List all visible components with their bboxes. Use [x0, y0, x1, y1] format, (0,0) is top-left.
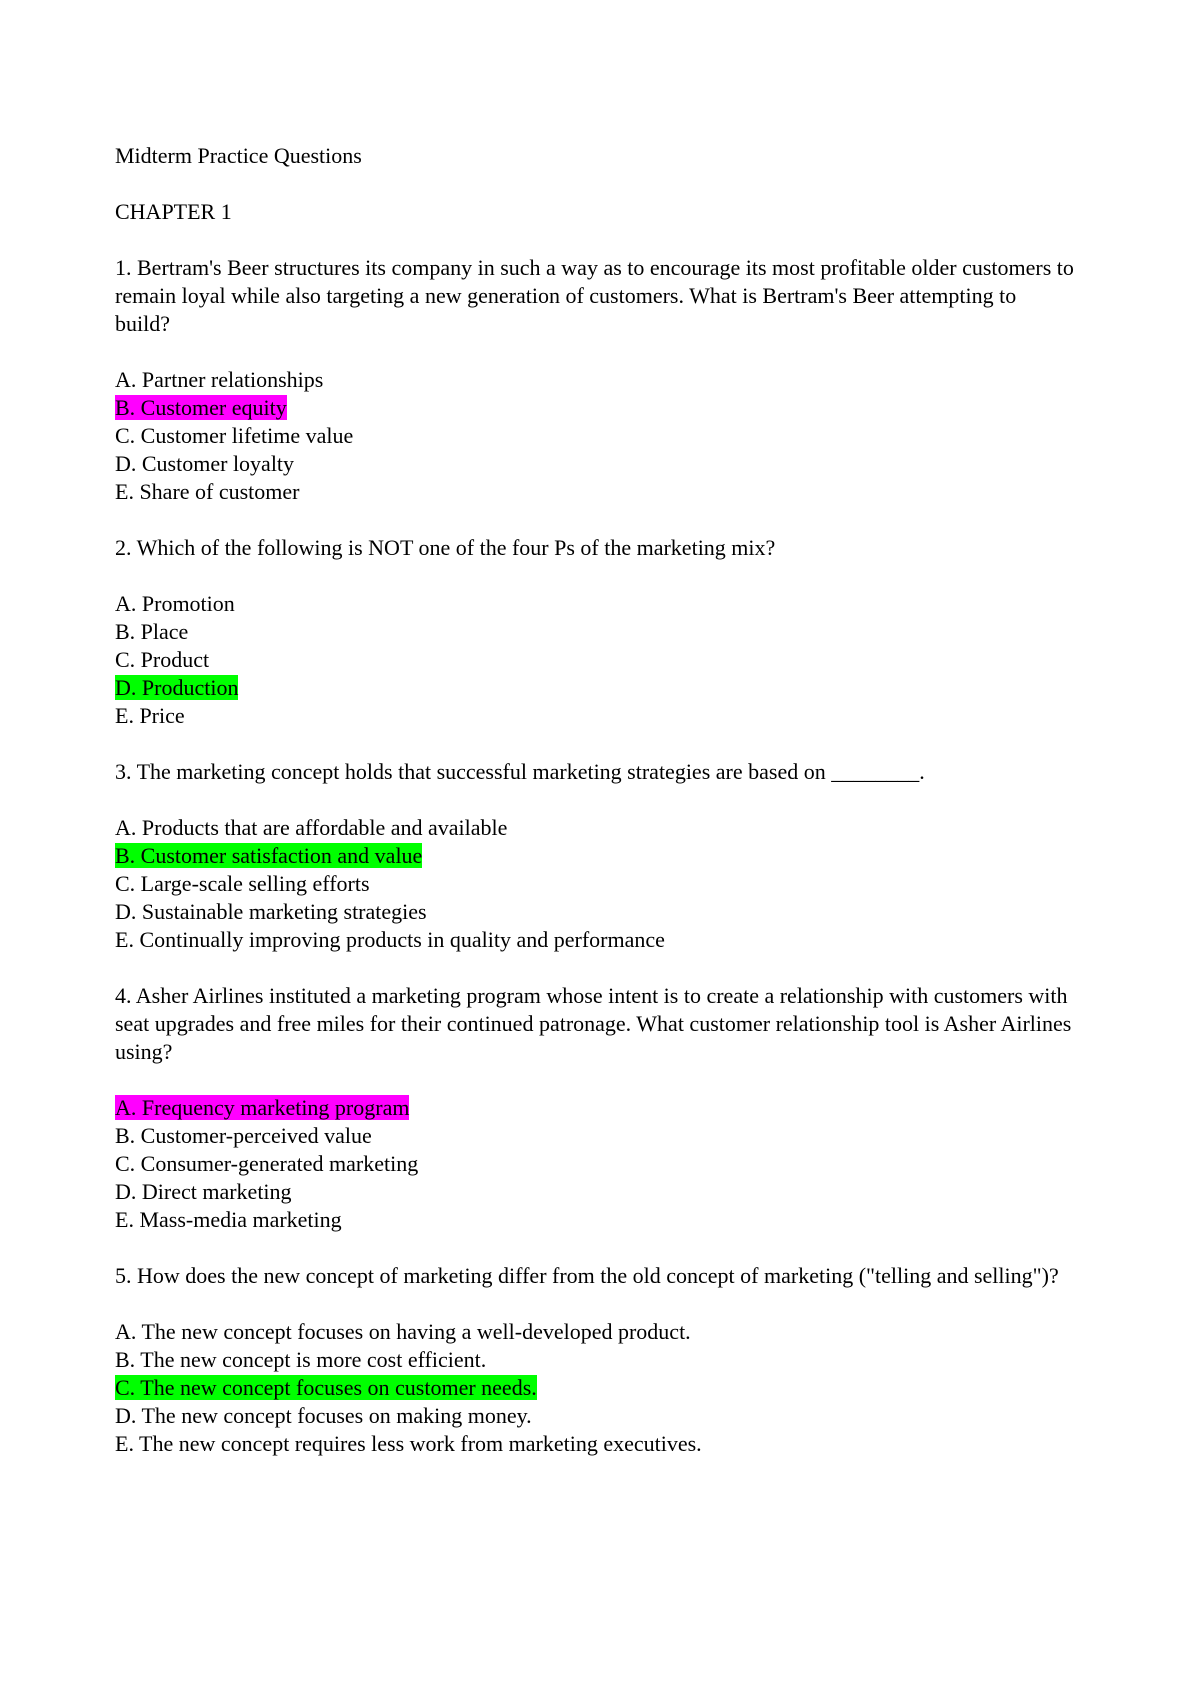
answer-option-text: E. The new concept requires less work from marketing executives.	[115, 1431, 702, 1456]
question-text: 4. Asher Airlines instituted a marketing program whose intent is to create a relationship with customers with seat upgrades and free miles for their continued patronage. What customer relationship tool is Asher Airlines using?	[115, 983, 1072, 1064]
answer-option	[115, 422, 1075, 450]
question-text: 5. How does the new concept of marketing differ from the old concept of marketing ("telling and selling")?	[115, 1263, 1059, 1288]
answer-option-text: A. Promotion	[115, 591, 235, 616]
question-block	[115, 982, 1075, 1234]
answer-option-text: B. Place	[115, 619, 189, 644]
answer-option	[115, 394, 1075, 422]
spacer	[115, 1234, 1075, 1262]
answer-option-text: D. Sustainable marketing strategies	[115, 899, 427, 924]
answer-option-text: D. Direct marketing	[115, 1179, 292, 1204]
answer-option-text: D. Customer loyalty	[115, 451, 295, 476]
answer-option-text: E. Mass-media marketing	[115, 1207, 342, 1232]
answer-option-text: A. The new concept focuses on having a well-developed product.	[115, 1319, 691, 1344]
document-title: Midterm Practice Questions	[115, 143, 362, 168]
answer-option	[115, 590, 1075, 618]
answer-option-text: A. Partner relationships	[115, 367, 324, 392]
answer-option	[115, 366, 1075, 394]
answer-option	[115, 1122, 1075, 1150]
spacer	[115, 506, 1075, 534]
spacer	[115, 786, 1075, 814]
answer-option-text-highlighted: D. Production	[115, 675, 239, 700]
answer-option	[115, 926, 1075, 954]
answer-option	[115, 478, 1075, 506]
answer-option	[115, 702, 1075, 730]
spacer	[115, 1066, 1075, 1094]
answer-option	[115, 1346, 1075, 1374]
question-block	[115, 254, 1075, 506]
question-text: 1. Bertram's Beer structures its company in such a way as to encourage its most profitable older customers to remain loyal while also targeting a new generation of customers. What is Bertram's Beer attempting to build?	[115, 255, 1074, 336]
answer-option	[115, 1178, 1075, 1206]
answer-option-text-highlighted: B. Customer equity	[115, 395, 287, 420]
answer-option-text: E. Price	[115, 703, 185, 728]
answer-option-text: C. Consumer-generated marketing	[115, 1151, 419, 1176]
answer-option	[115, 842, 1075, 870]
answer-option-text: B. Customer-perceived value	[115, 1123, 372, 1148]
question-block	[115, 534, 1075, 730]
answer-option-text: B. The new concept is more cost efficient.	[115, 1347, 487, 1372]
answer-option	[115, 1094, 1075, 1122]
question-block	[115, 758, 1075, 954]
spacer	[115, 730, 1075, 758]
answer-option	[115, 1374, 1075, 1402]
spacer	[115, 954, 1075, 982]
answer-option-text: A. Products that are affordable and available	[115, 815, 508, 840]
spacer	[115, 226, 1075, 254]
answer-option	[115, 898, 1075, 926]
answer-option-text-highlighted: C. The new concept focuses on customer needs.	[115, 1375, 537, 1400]
question-block	[115, 1262, 1075, 1458]
answer-option-text: C. Customer lifetime value	[115, 423, 354, 448]
spacer	[115, 170, 1075, 198]
answer-option	[115, 814, 1075, 842]
answer-option-text: E. Share of customer	[115, 479, 300, 504]
chapter-heading: CHAPTER 1	[115, 199, 232, 224]
answer-option-text-highlighted: B. Customer satisfaction and value	[115, 843, 423, 868]
answer-option	[115, 1150, 1075, 1178]
question-text: 2. Which of the following is NOT one of the four Ps of the marketing mix?	[115, 535, 776, 560]
question-text: 3. The marketing concept holds that successful marketing strategies are based on ________.	[115, 759, 925, 784]
spacer	[115, 338, 1075, 366]
answer-option	[115, 674, 1075, 702]
spacer	[115, 562, 1075, 590]
answer-option-text: D. The new concept focuses on making money.	[115, 1403, 532, 1428]
answer-option	[115, 870, 1075, 898]
answer-option-text-highlighted: A. Frequency marketing program	[115, 1095, 410, 1120]
answer-option-text: E. Continually improving products in quality and performance	[115, 927, 665, 952]
answer-option	[115, 450, 1075, 478]
answer-option	[115, 1430, 1075, 1458]
answer-option-text: C. Product	[115, 647, 210, 672]
answer-option	[115, 618, 1075, 646]
answer-option	[115, 646, 1075, 674]
answer-option	[115, 1402, 1075, 1430]
spacer	[115, 1290, 1075, 1318]
document-page	[115, 142, 1075, 1458]
answer-option	[115, 1318, 1075, 1346]
answer-option	[115, 1206, 1075, 1234]
answer-option-text: C. Large-scale selling efforts	[115, 871, 370, 896]
